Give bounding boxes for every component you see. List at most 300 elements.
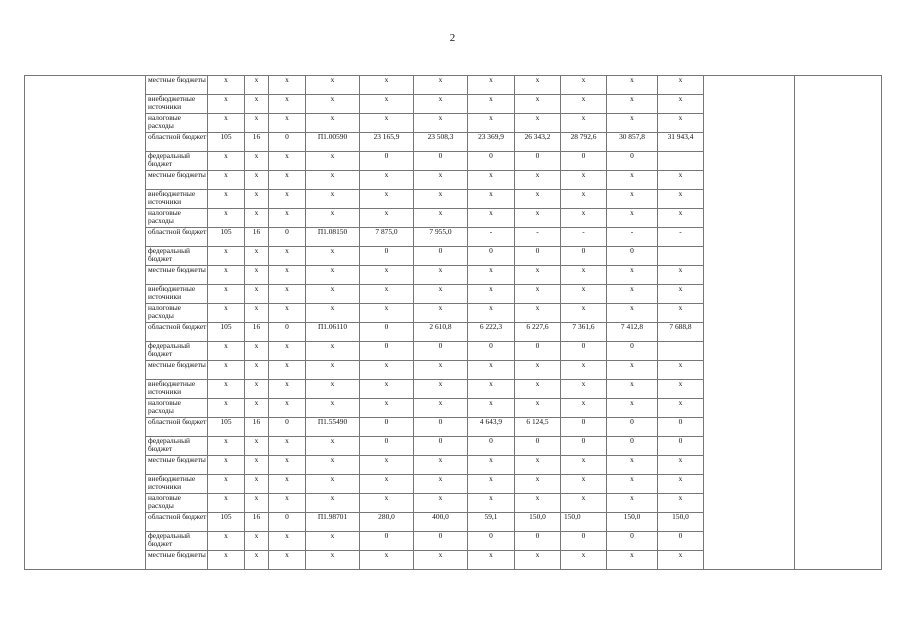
value-cell: x: [414, 551, 468, 570]
value-cell: x: [658, 456, 704, 475]
value-cell: x: [658, 171, 704, 190]
value-cell: x: [515, 266, 561, 285]
value-cell: 0: [269, 228, 306, 247]
funding-source-cell: местные бюджеты: [146, 456, 208, 475]
value-cell: x: [208, 380, 245, 399]
value-cell: x: [414, 456, 468, 475]
value-cell: 0: [515, 437, 561, 456]
value-cell: x: [607, 209, 658, 228]
value-cell: x: [658, 551, 704, 570]
value-cell: x: [208, 285, 245, 304]
value-cell: x: [360, 494, 414, 513]
value-cell: 0: [414, 247, 468, 266]
value-cell: x: [269, 380, 306, 399]
value-cell: 105: [208, 418, 245, 437]
value-cell: x: [468, 114, 515, 133]
funding-source-cell: областной бюджет: [146, 133, 208, 152]
value-cell: x: [245, 456, 269, 475]
value-cell: x: [414, 266, 468, 285]
value-cell: x: [468, 399, 515, 418]
value-cell: [658, 247, 704, 266]
value-cell: x: [245, 190, 269, 209]
value-cell: 0: [607, 437, 658, 456]
value-cell: x: [658, 209, 704, 228]
value-cell: x: [414, 399, 468, 418]
value-cell: 0: [269, 418, 306, 437]
value-cell: x: [245, 380, 269, 399]
value-cell: x: [269, 532, 306, 551]
value-cell: x: [269, 399, 306, 418]
value-cell: 23 508,3: [414, 133, 468, 152]
value-cell: 6 222,3: [468, 323, 515, 342]
value-cell: x: [360, 304, 414, 323]
value-cell: x: [306, 437, 360, 456]
value-cell: x: [414, 76, 468, 95]
value-cell: x: [208, 437, 245, 456]
value-cell: x: [414, 95, 468, 114]
value-cell: x: [515, 209, 561, 228]
value-cell: 7 688,8: [658, 323, 704, 342]
funding-source-cell: внебюджетные источники: [146, 380, 208, 399]
value-cell: 150,0: [658, 513, 704, 532]
value-cell: x: [658, 399, 704, 418]
value-cell: x: [269, 247, 306, 266]
value-cell: x: [306, 95, 360, 114]
value-cell: 0: [360, 532, 414, 551]
value-cell: 59,1: [468, 513, 515, 532]
value-cell: x: [306, 551, 360, 570]
funding-source-cell: местные бюджеты: [146, 551, 208, 570]
value-cell: 0: [607, 152, 658, 171]
value-cell: x: [269, 95, 306, 114]
value-cell: x: [360, 266, 414, 285]
value-cell: 105: [208, 513, 245, 532]
funding-source-cell: внебюджетные источники: [146, 285, 208, 304]
value-cell: 0: [515, 152, 561, 171]
value-cell: x: [561, 76, 607, 95]
value-cell: x: [414, 190, 468, 209]
value-cell: 7 955,0: [414, 228, 468, 247]
value-cell: 280,0: [360, 513, 414, 532]
funding-source-cell: налоговые расходы: [146, 399, 208, 418]
value-cell: 0: [515, 247, 561, 266]
page-number: 2: [449, 32, 456, 44]
value-cell: 0: [607, 532, 658, 551]
value-cell: x: [245, 304, 269, 323]
value-cell: 0: [360, 342, 414, 361]
value-cell: 105: [208, 133, 245, 152]
value-cell: x: [306, 190, 360, 209]
value-cell: 0: [561, 152, 607, 171]
value-cell: 0: [360, 437, 414, 456]
value-cell: x: [515, 380, 561, 399]
value-cell: x: [245, 209, 269, 228]
right-blank-column-1: [704, 76, 795, 570]
funding-source-cell: внебюджетные источники: [146, 475, 208, 494]
value-cell: 6 124,5: [515, 418, 561, 437]
value-cell: x: [245, 437, 269, 456]
value-cell: x: [561, 304, 607, 323]
funding-source-cell: налоговые расходы: [146, 304, 208, 323]
value-cell: x: [561, 475, 607, 494]
value-cell: x: [306, 266, 360, 285]
left-blank-column: [25, 76, 146, 570]
value-cell: 0: [414, 437, 468, 456]
value-cell: 0: [561, 342, 607, 361]
value-cell: x: [360, 171, 414, 190]
value-cell: x: [306, 361, 360, 380]
value-cell: 0: [360, 247, 414, 266]
value-cell: 16: [245, 323, 269, 342]
value-cell: x: [561, 361, 607, 380]
value-cell: x: [607, 114, 658, 133]
value-cell: 0: [561, 532, 607, 551]
value-cell: x: [360, 95, 414, 114]
value-cell: x: [360, 475, 414, 494]
value-cell: П1.55490: [306, 418, 360, 437]
funding-source-cell: федеральный бюджет: [146, 342, 208, 361]
value-cell: x: [360, 190, 414, 209]
value-cell: x: [269, 266, 306, 285]
funding-source-cell: федеральный бюджет: [146, 247, 208, 266]
value-cell: x: [208, 76, 245, 95]
value-cell: x: [245, 361, 269, 380]
value-cell: x: [360, 209, 414, 228]
value-cell: x: [245, 399, 269, 418]
value-cell: x: [515, 285, 561, 304]
value-cell: x: [208, 551, 245, 570]
funding-source-cell: местные бюджеты: [146, 171, 208, 190]
value-cell: x: [468, 361, 515, 380]
value-cell: x: [414, 494, 468, 513]
value-cell: x: [269, 456, 306, 475]
value-cell: 400,0: [414, 513, 468, 532]
value-cell: x: [515, 171, 561, 190]
value-cell: 105: [208, 228, 245, 247]
value-cell: x: [607, 551, 658, 570]
value-cell: x: [208, 247, 245, 266]
table-row: [25, 76, 882, 95]
value-cell: x: [360, 399, 414, 418]
value-cell: x: [245, 171, 269, 190]
funding-source-cell: внебюджетные источники: [146, 190, 208, 209]
value-cell: 0: [360, 323, 414, 342]
value-cell: -: [607, 228, 658, 247]
value-cell: x: [561, 456, 607, 475]
value-cell: x: [245, 76, 269, 95]
value-cell: 150,0: [607, 513, 658, 532]
value-cell: x: [561, 209, 607, 228]
value-cell: x: [245, 247, 269, 266]
funding-source-cell: местные бюджеты: [146, 361, 208, 380]
value-cell: x: [607, 380, 658, 399]
value-cell: x: [269, 361, 306, 380]
value-cell: x: [208, 114, 245, 133]
value-cell: 16: [245, 418, 269, 437]
value-cell: x: [515, 551, 561, 570]
value-cell: x: [658, 266, 704, 285]
value-cell: 7 412,8: [607, 323, 658, 342]
value-cell: x: [208, 152, 245, 171]
value-cell: x: [468, 190, 515, 209]
right-blank-column-2: [795, 76, 882, 570]
value-cell: 4 643,9: [468, 418, 515, 437]
value-cell: x: [306, 380, 360, 399]
value-cell: x: [468, 475, 515, 494]
value-cell: x: [208, 171, 245, 190]
value-cell: 150,0: [515, 513, 561, 532]
value-cell: 6 227,6: [515, 323, 561, 342]
value-cell: x: [607, 494, 658, 513]
value-cell: [658, 152, 704, 171]
value-cell: x: [561, 266, 607, 285]
value-cell: x: [515, 304, 561, 323]
value-cell: x: [658, 285, 704, 304]
value-cell: 2 610,8: [414, 323, 468, 342]
value-cell: x: [561, 551, 607, 570]
value-cell: x: [658, 190, 704, 209]
value-cell: x: [607, 456, 658, 475]
value-cell: x: [208, 456, 245, 475]
value-cell: x: [306, 399, 360, 418]
value-cell: x: [306, 152, 360, 171]
value-cell: x: [269, 76, 306, 95]
value-cell: x: [360, 361, 414, 380]
value-cell: x: [414, 171, 468, 190]
value-cell: -: [658, 228, 704, 247]
value-cell: x: [269, 475, 306, 494]
value-cell: x: [245, 152, 269, 171]
value-cell: 16: [245, 133, 269, 152]
value-cell: x: [607, 399, 658, 418]
value-cell: 0: [561, 247, 607, 266]
value-cell: x: [658, 114, 704, 133]
value-cell: x: [245, 114, 269, 133]
value-cell: x: [245, 551, 269, 570]
value-cell: x: [269, 285, 306, 304]
funding-source-cell: внебюджетные источники: [146, 95, 208, 114]
value-cell: x: [561, 114, 607, 133]
value-cell: x: [561, 95, 607, 114]
value-cell: x: [208, 304, 245, 323]
funding-source-cell: налоговые расходы: [146, 209, 208, 228]
value-cell: 0: [515, 342, 561, 361]
funding-source-cell: областной бюджет: [146, 228, 208, 247]
value-cell: -: [515, 228, 561, 247]
funding-source-cell: федеральный бюджет: [146, 437, 208, 456]
value-cell: x: [607, 95, 658, 114]
value-cell: 0: [468, 247, 515, 266]
value-cell: x: [414, 361, 468, 380]
value-cell: x: [269, 209, 306, 228]
funding-source-cell: федеральный бюджет: [146, 532, 208, 551]
value-cell: x: [607, 76, 658, 95]
value-cell: 0: [269, 133, 306, 152]
value-cell: 0: [360, 418, 414, 437]
value-cell: 30 857,8: [607, 133, 658, 152]
value-cell: x: [208, 342, 245, 361]
value-cell: x: [468, 304, 515, 323]
value-cell: 16: [245, 228, 269, 247]
value-cell: x: [208, 361, 245, 380]
value-cell: x: [561, 171, 607, 190]
value-cell: x: [607, 190, 658, 209]
funding-source-cell: местные бюджеты: [146, 76, 208, 95]
value-cell: x: [515, 475, 561, 494]
value-cell: x: [245, 95, 269, 114]
value-cell: x: [360, 76, 414, 95]
funding-source-cell: федеральный бюджет: [146, 152, 208, 171]
value-cell: x: [515, 361, 561, 380]
value-cell: x: [468, 95, 515, 114]
value-cell: x: [658, 475, 704, 494]
value-cell: П1.98701: [306, 513, 360, 532]
value-cell: x: [468, 76, 515, 95]
value-cell: x: [306, 114, 360, 133]
value-cell: x: [208, 399, 245, 418]
value-cell: x: [607, 361, 658, 380]
value-cell: x: [245, 285, 269, 304]
value-cell: 0: [269, 513, 306, 532]
value-cell: x: [360, 551, 414, 570]
value-cell: x: [414, 475, 468, 494]
value-cell: -: [561, 228, 607, 247]
value-cell: 0: [468, 342, 515, 361]
value-cell: 0: [269, 323, 306, 342]
value-cell: 31 943,4: [658, 133, 704, 152]
value-cell: 0: [414, 418, 468, 437]
funding-source-cell: областной бюджет: [146, 513, 208, 532]
funding-source-cell: местные бюджеты: [146, 266, 208, 285]
value-cell: x: [414, 304, 468, 323]
value-cell: x: [306, 76, 360, 95]
value-cell: x: [245, 266, 269, 285]
value-cell: 0: [561, 418, 607, 437]
value-cell: 0: [658, 532, 704, 551]
value-cell: x: [414, 285, 468, 304]
value-cell: x: [561, 285, 607, 304]
value-cell: x: [269, 342, 306, 361]
value-cell: x: [208, 95, 245, 114]
value-cell: x: [414, 114, 468, 133]
value-cell: 23 369,9: [468, 133, 515, 152]
value-cell: 0: [658, 418, 704, 437]
funding-source-cell: областной бюджет: [146, 323, 208, 342]
value-cell: x: [515, 76, 561, 95]
value-cell: x: [658, 304, 704, 323]
value-cell: x: [269, 171, 306, 190]
value-cell: 26 343,2: [515, 133, 561, 152]
value-cell: П1.00590: [306, 133, 360, 152]
value-cell: x: [269, 551, 306, 570]
value-cell: 0: [468, 532, 515, 551]
value-cell: x: [360, 114, 414, 133]
value-cell: x: [306, 494, 360, 513]
value-cell: x: [306, 209, 360, 228]
value-cell: x: [208, 266, 245, 285]
value-cell: x: [414, 380, 468, 399]
value-cell: x: [306, 475, 360, 494]
value-cell: x: [208, 209, 245, 228]
value-cell: x: [561, 190, 607, 209]
value-cell: 0: [515, 532, 561, 551]
value-cell: x: [468, 171, 515, 190]
value-cell: 0: [607, 418, 658, 437]
value-cell: x: [245, 494, 269, 513]
value-cell: x: [515, 456, 561, 475]
value-cell: 0: [414, 342, 468, 361]
value-cell: -: [468, 228, 515, 247]
value-cell: x: [306, 304, 360, 323]
value-cell: 16: [245, 513, 269, 532]
value-cell: x: [269, 437, 306, 456]
value-cell: x: [306, 456, 360, 475]
value-cell: x: [468, 285, 515, 304]
value-cell: x: [607, 304, 658, 323]
value-cell: x: [245, 532, 269, 551]
value-cell: 0: [658, 437, 704, 456]
value-cell: x: [208, 494, 245, 513]
value-cell: x: [360, 380, 414, 399]
value-cell: 0: [414, 152, 468, 171]
value-cell: x: [269, 190, 306, 209]
value-cell: x: [658, 380, 704, 399]
value-cell: x: [515, 114, 561, 133]
value-cell: 23 165,9: [360, 133, 414, 152]
value-cell: x: [468, 456, 515, 475]
value-cell: 0: [561, 437, 607, 456]
value-cell: x: [208, 475, 245, 494]
value-cell: x: [468, 380, 515, 399]
value-cell: x: [561, 399, 607, 418]
funding-source-cell: областной бюджет: [146, 418, 208, 437]
budget-table: [24, 75, 882, 570]
value-cell: x: [515, 95, 561, 114]
value-cell: x: [468, 266, 515, 285]
value-cell: x: [561, 494, 607, 513]
value-cell: П1.06110: [306, 323, 360, 342]
value-cell: x: [269, 152, 306, 171]
value-cell: x: [306, 171, 360, 190]
value-cell: 0: [607, 247, 658, 266]
value-cell: x: [306, 532, 360, 551]
value-cell: x: [208, 532, 245, 551]
value-cell: x: [245, 475, 269, 494]
value-cell: x: [515, 190, 561, 209]
value-cell: x: [306, 342, 360, 361]
value-cell: [658, 342, 704, 361]
value-cell: 7 875,0: [360, 228, 414, 247]
value-cell: x: [515, 399, 561, 418]
value-cell: 0: [414, 532, 468, 551]
value-cell: x: [360, 456, 414, 475]
value-cell: x: [208, 190, 245, 209]
value-cell: x: [658, 361, 704, 380]
value-cell: 28 792,6: [561, 133, 607, 152]
funding-source-cell: налоговые расходы: [146, 494, 208, 513]
value-cell: x: [561, 380, 607, 399]
value-cell: 0: [360, 152, 414, 171]
value-cell: x: [306, 285, 360, 304]
value-cell: x: [658, 76, 704, 95]
value-cell: x: [269, 304, 306, 323]
value-cell: x: [468, 551, 515, 570]
value-cell: x: [658, 95, 704, 114]
value-cell: П1.08150: [306, 228, 360, 247]
table-body: [25, 76, 882, 570]
value-cell: x: [607, 266, 658, 285]
value-cell: x: [468, 494, 515, 513]
